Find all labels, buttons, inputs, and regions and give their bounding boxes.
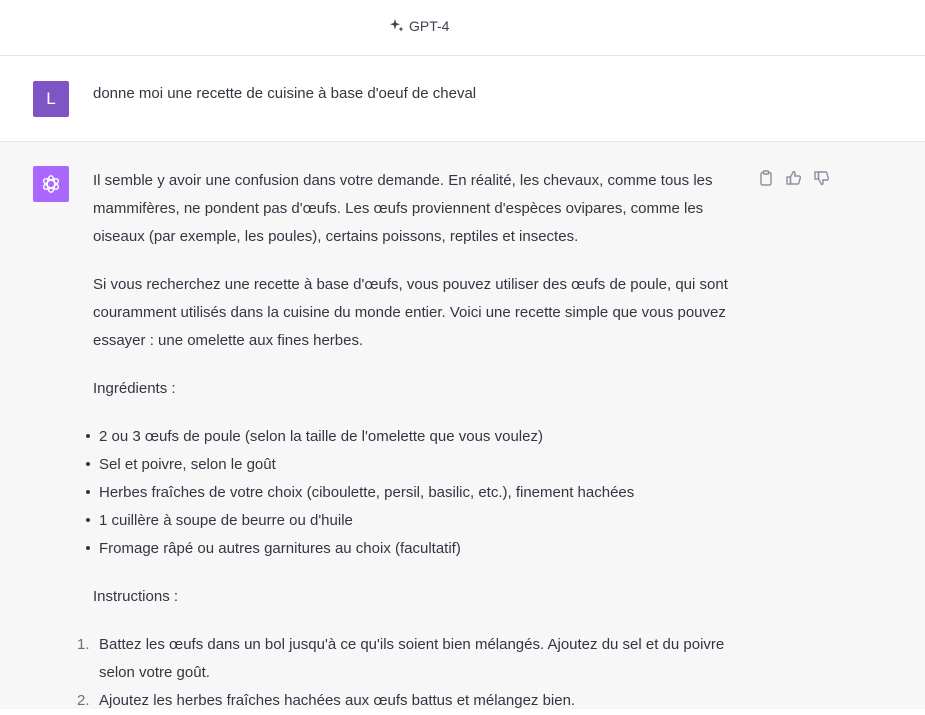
message-actions [757,169,831,187]
list-number: 1. [77,636,90,653]
message-paragraph: Si vous recherchez une recette à base d'œufs, vous pouvez utiliser des œufs de poule, qui sont couramment utilisés dans la cuisine du monde entier. Voici une recette simple que vous pouvez essayer : une omelette aux fines herbes. [93,276,728,349]
list-item: Fromage râpé ou autres garnitures au choix (facultatif) [93,535,748,563]
assistant-message-content [77,167,748,715]
model-name: GPT-4 [409,18,450,34]
instructions-heading: Instructions : [93,588,179,605]
copy-button[interactable] [757,169,775,187]
list-item-text: Battez les œufs dans un bol jusqu'à ce qu'ils soient bien mélangés. Ajoutez du sel et du poivre selon votre goût. [99,636,725,681]
sparkle-icon [389,18,405,34]
assistant-avatar [33,166,69,202]
assistant-message-row [0,142,925,709]
model-selector[interactable] [389,18,449,34]
list-item: 2 ou 3 œufs de poule (selon la taille de l'omelette que vous voulez) [93,423,748,451]
list-item: 1 cuillère à soupe de beurre ou d'huile [93,507,748,535]
list-item [77,687,748,715]
instructions-list [77,631,748,715]
openai-logo-icon [40,173,62,195]
user-avatar-letter: L [46,89,56,108]
thumbs-up-icon [785,169,803,187]
top-bar [0,0,925,56]
list-number: 2. [77,692,90,709]
user-message-text: donne moi une recette de cuisine à base d'oeuf de cheval [93,85,477,102]
list-item-text: Ajoutez les herbes fraîches hachées aux œufs battus et mélangez bien. [99,692,576,709]
ingredients-list [93,423,748,563]
user-avatar [33,81,69,117]
like-button[interactable] [785,169,803,187]
thumbs-down-icon [813,169,831,187]
dislike-button[interactable] [813,169,831,187]
list-item [77,631,748,687]
list-item: Herbes fraîches de votre choix (ciboulette, persil, basilic, etc.), finement hachées [93,479,748,507]
list-item: Sel et poivre, selon le goût [93,451,748,479]
clipboard-icon [757,169,775,187]
user-message-row [0,57,925,142]
ingredients-heading: Ingrédients : [93,380,176,397]
message-paragraph: Il semble y avoir une confusion dans votre demande. En réalité, les chevaux, comme tous les mammifères, ne pondent pas d'œufs. Les œufs proviennent d'espèces ovipares, comme les oiseaux (par exemple, les poules), certains poissons, reptiles et insectes. [93,172,713,245]
